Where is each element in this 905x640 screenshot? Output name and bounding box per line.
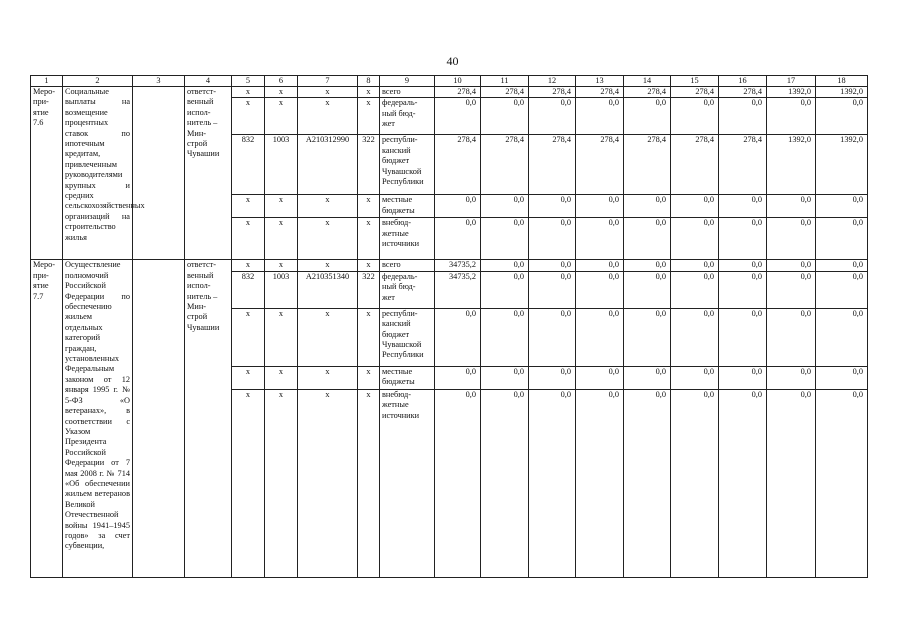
amount-cell: 0,0	[767, 308, 816, 366]
amount-cell: 0,0	[529, 195, 576, 218]
amount-cell: 0,0	[529, 218, 576, 260]
budget-table	[30, 75, 868, 578]
amount-cell: 1392,0	[767, 135, 816, 195]
amount-cell: 0,0	[481, 271, 529, 308]
amount-cell: 0,0	[576, 98, 624, 135]
amount-cell: 0,0	[719, 389, 767, 577]
measure-label: Меро- при- ятие 7.7	[31, 260, 63, 577]
header-cell: 16	[719, 76, 767, 87]
amount-cell: 0,0	[816, 98, 868, 135]
amount-cell: 0,0	[671, 389, 719, 577]
header-cell: 7	[298, 76, 358, 87]
amount-cell: 0,0	[624, 389, 671, 577]
amount-cell: 0,0	[767, 271, 816, 308]
header-cell: 12	[529, 76, 576, 87]
amount-cell: 1392,0	[767, 87, 816, 98]
header-cell: 14	[624, 76, 671, 87]
measure-executor: ответст- венный испол- нитель – Мин- строй Чувашии	[185, 87, 232, 260]
target-article-code: х	[298, 98, 358, 135]
amount-cell: 0,0	[435, 218, 481, 260]
amount-cell: 34735,2	[435, 260, 481, 271]
target-article-code: х	[298, 195, 358, 218]
amount-cell: 278,4	[719, 135, 767, 195]
header-cell: 5	[232, 76, 265, 87]
target-article-code: А210351340	[298, 271, 358, 308]
expense-type-code: х	[358, 308, 380, 366]
section-code: х	[265, 98, 298, 135]
amount-cell: 278,4	[624, 87, 671, 98]
header-cell: 17	[767, 76, 816, 87]
amount-cell: 0,0	[481, 260, 529, 271]
amount-cell: 278,4	[671, 87, 719, 98]
amount-cell: 0,0	[767, 98, 816, 135]
amount-cell: 0,0	[435, 195, 481, 218]
measure-label: Меро- при- ятие 7.6	[31, 87, 63, 260]
funding-source: внебюд- жетные источники	[380, 218, 435, 260]
amount-cell: 278,4	[624, 135, 671, 195]
funding-source: внебюд- жетные источники	[380, 389, 435, 577]
amount-cell: 0,0	[671, 308, 719, 366]
amount-cell: 0,0	[671, 260, 719, 271]
amount-cell: 278,4	[529, 135, 576, 195]
amount-cell: 0,0	[481, 308, 529, 366]
grbs-code: х	[232, 87, 265, 98]
amount-cell: 0,0	[576, 218, 624, 260]
header-cell: 6	[265, 76, 298, 87]
measure-description: Осуществление полномочий Российской Федерации по обеспечению жильем отдельных категорий граждан, установленных Федеральным законом от 12 января 1995 г. № 5-ФЗ «О ветеранах», в соответствии с Указом Президента Российской Федерации от 7 мая 2008 г. № 714 «Об обеспечении жильем ветеранов Великой Отечественной войны 1941–1945 годов» за счет субвенции,	[63, 260, 133, 577]
header-cell: 1	[31, 76, 63, 87]
grbs-code: х	[232, 195, 265, 218]
section-code: 1003	[265, 135, 298, 195]
grbs-code: х	[232, 389, 265, 577]
amount-cell: 0,0	[435, 98, 481, 135]
page-number: 40	[446, 54, 459, 68]
table-row	[31, 260, 868, 271]
target-article-code: х	[298, 389, 358, 577]
amount-cell: 0,0	[816, 308, 868, 366]
amount-cell: 1392,0	[816, 135, 868, 195]
amount-cell: 0,0	[719, 271, 767, 308]
amount-cell: 0,0	[719, 195, 767, 218]
amount-cell: 0,0	[719, 308, 767, 366]
amount-cell: 0,0	[719, 98, 767, 135]
expense-type-code: 322	[358, 135, 380, 195]
section-code: х	[265, 308, 298, 366]
header-cell: 11	[481, 76, 529, 87]
amount-cell: 0,0	[435, 389, 481, 577]
grbs-code: 832	[232, 271, 265, 308]
expense-type-code: х	[358, 195, 380, 218]
funding-source: федераль- ный бюд- жет	[380, 98, 435, 135]
amount-cell: 0,0	[576, 271, 624, 308]
amount-cell: 278,4	[719, 87, 767, 98]
amount-cell: 0,0	[435, 366, 481, 389]
funding-source: всего	[380, 260, 435, 271]
amount-cell: 0,0	[576, 195, 624, 218]
expense-type-code: х	[358, 260, 380, 271]
header-cell: 13	[576, 76, 624, 87]
expense-type-code: х	[358, 366, 380, 389]
amount-cell: 0,0	[816, 260, 868, 271]
amount-cell: 0,0	[719, 366, 767, 389]
amount-cell: 0,0	[816, 218, 868, 260]
amount-cell: 0,0	[767, 218, 816, 260]
grbs-code: х	[232, 366, 265, 389]
section-code: х	[265, 87, 298, 98]
target-article-code: А210312990	[298, 135, 358, 195]
amount-cell: 0,0	[816, 389, 868, 577]
target-article-code: х	[298, 260, 358, 271]
amount-cell: 0,0	[624, 98, 671, 135]
amount-cell: 278,4	[481, 135, 529, 195]
section-code: х	[265, 195, 298, 218]
amount-cell: 0,0	[767, 260, 816, 271]
amount-cell: 278,4	[435, 87, 481, 98]
header-cell: 15	[671, 76, 719, 87]
amount-cell: 0,0	[671, 366, 719, 389]
grbs-code: х	[232, 260, 265, 271]
amount-cell: 0,0	[576, 389, 624, 577]
measure-executor: ответст- венный испол- нитель – Мин- строй Чувашии	[185, 260, 232, 577]
target-article-code: х	[298, 87, 358, 98]
measure-description: Социальные выплаты на возмещение процентных ставок по ипотечным кредитам, привлеченным руководителями крупных и средних сельскохозяйственных организаций на строительство жилья	[63, 87, 133, 260]
amount-cell: 0,0	[529, 389, 576, 577]
header-cell: 18	[816, 76, 868, 87]
amount-cell: 0,0	[767, 389, 816, 577]
amount-cell: 0,0	[624, 271, 671, 308]
amount-cell: 0,0	[816, 271, 868, 308]
amount-cell: 1392,0	[816, 87, 868, 98]
target-article-code: х	[298, 308, 358, 366]
header-cell: 8	[358, 76, 380, 87]
amount-cell: 0,0	[481, 195, 529, 218]
grbs-code: х	[232, 308, 265, 366]
funding-source: местные бюджеты	[380, 195, 435, 218]
amount-cell: 278,4	[671, 135, 719, 195]
expense-type-code: х	[358, 389, 380, 577]
amount-cell: 0,0	[671, 218, 719, 260]
empty-cell	[133, 87, 185, 260]
amount-cell: 0,0	[767, 195, 816, 218]
section-code: х	[265, 389, 298, 577]
amount-cell: 0,0	[576, 260, 624, 271]
header-cell: 9	[380, 76, 435, 87]
amount-cell: 34735,2	[435, 271, 481, 308]
section-code: 1003	[265, 271, 298, 308]
expense-type-code: х	[358, 87, 380, 98]
amount-cell: 0,0	[719, 260, 767, 271]
amount-cell: 0,0	[624, 260, 671, 271]
amount-cell: 0,0	[529, 308, 576, 366]
amount-cell: 278,4	[481, 87, 529, 98]
amount-cell: 0,0	[671, 195, 719, 218]
funding-source: федераль- ный бюд- жет	[380, 271, 435, 308]
amount-cell: 278,4	[576, 87, 624, 98]
funding-source: всего	[380, 87, 435, 98]
grbs-code: х	[232, 98, 265, 135]
expense-type-code: 322	[358, 271, 380, 308]
target-article-code: х	[298, 218, 358, 260]
amount-cell: 0,0	[816, 366, 868, 389]
amount-cell: 278,4	[576, 135, 624, 195]
amount-cell: 0,0	[529, 366, 576, 389]
amount-cell: 0,0	[624, 218, 671, 260]
amount-cell: 0,0	[719, 218, 767, 260]
section-code: х	[265, 366, 298, 389]
expense-type-code: х	[358, 218, 380, 260]
amount-cell: 0,0	[529, 271, 576, 308]
header-row	[31, 76, 868, 87]
funding-source: республи- канский бюджет Чувашской Республики	[380, 308, 435, 366]
expense-type-code: х	[358, 98, 380, 135]
amount-cell: 0,0	[671, 271, 719, 308]
amount-cell: 0,0	[624, 195, 671, 218]
amount-cell: 278,4	[435, 135, 481, 195]
amount-cell: 0,0	[481, 218, 529, 260]
header-cell: 4	[185, 76, 232, 87]
amount-cell: 0,0	[767, 366, 816, 389]
amount-cell: 0,0	[481, 98, 529, 135]
amount-cell: 0,0	[481, 366, 529, 389]
amount-cell: 0,0	[435, 308, 481, 366]
section-code: х	[265, 218, 298, 260]
amount-cell: 0,0	[529, 98, 576, 135]
amount-cell: 0,0	[576, 308, 624, 366]
target-article-code: х	[298, 366, 358, 389]
header-cell: 3	[133, 76, 185, 87]
amount-cell: 0,0	[529, 260, 576, 271]
section-code: х	[265, 260, 298, 271]
funding-source: республи- канский бюджет Чувашской Республики	[380, 135, 435, 195]
header-cell: 10	[435, 76, 481, 87]
grbs-code: 832	[232, 135, 265, 195]
grbs-code: х	[232, 218, 265, 260]
amount-cell: 0,0	[624, 366, 671, 389]
amount-cell: 278,4	[529, 87, 576, 98]
table-row	[31, 87, 868, 98]
amount-cell: 0,0	[481, 389, 529, 577]
amount-cell: 0,0	[576, 366, 624, 389]
amount-cell: 0,0	[671, 98, 719, 135]
header-cell: 2	[63, 76, 133, 87]
empty-cell	[133, 260, 185, 577]
amount-cell: 0,0	[624, 308, 671, 366]
amount-cell: 0,0	[816, 195, 868, 218]
funding-source: местные бюджеты	[380, 366, 435, 389]
